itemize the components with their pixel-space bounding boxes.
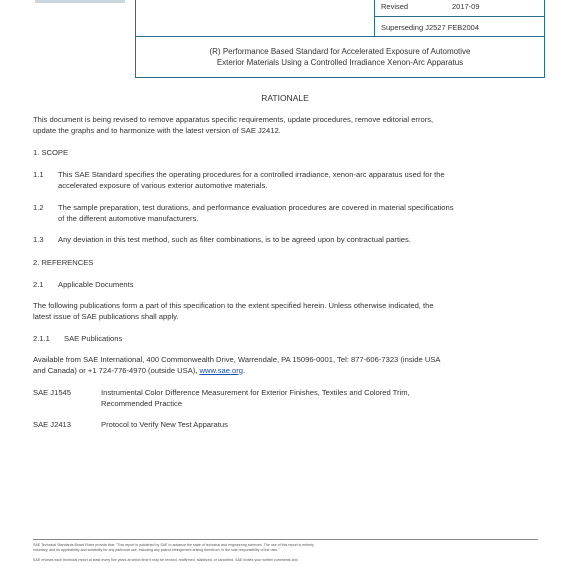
reference-1-title: [101, 388, 410, 409]
section-1-2-line-1: The sample preparation, test durations, and performance evaluation procedures are covered in material specifications: [58, 203, 454, 212]
rationale-paragraph: [33, 115, 433, 136]
section-1-3-text: Any deviation in this test method, such as filter combinations, is to be agreed upon by contractual parties.: [58, 235, 411, 244]
header-logo-cell: [135, 0, 375, 37]
header-meta-divider: [375, 16, 545, 17]
section-1-1-text: [58, 170, 445, 191]
revised-date: 2017-09: [452, 2, 480, 11]
reference-1-line-1: Instrumental Color Difference Measurement for Exterior Finishes, Textiles and Colored Trim,: [101, 388, 410, 397]
scope-heading: 1. SCOPE: [33, 148, 69, 157]
header-divider: [135, 36, 545, 37]
section-2-1-title: Applicable Documents: [58, 280, 134, 289]
footer-line-2: voluntary, and its applicability and suitability for any particular use, including any patent infringement arising therefrom, is the sole responsibility of the user.": [33, 548, 280, 552]
section-1-2-number: 1.2: [33, 203, 44, 212]
revised-label: Revised: [381, 2, 409, 11]
section-2-1-1-title: SAE Publications: [64, 334, 123, 343]
references-intro-line-2: latest issue of SAE publications shall apply.: [33, 311, 179, 321]
section-1-1-line-1: This SAE Standard specifies the operating procedures for a controlled irradiance, xenon-arc apparatus used for the: [58, 170, 445, 179]
availability-line-2: [33, 366, 440, 377]
section-1-3-number: 1.3: [33, 235, 44, 244]
reference-2-id: SAE J2413: [33, 420, 71, 429]
availability-line-2-text: and Canada) or +1 724-776-4970 (outside USA),: [33, 365, 200, 375]
rationale-heading: RATIONALE: [261, 93, 309, 103]
references-intro: [33, 301, 434, 322]
footer-line-1: SAE Technical Standards Board Rules provide that: "This report is published by SAE to advance the state of technical and engineering sciences. The use of this report is entirely: [33, 543, 314, 547]
footer-line-3: SAE reviews each technical report at least every five years at which time it may be revised, reaffirmed, stabilized, or cancelled. SAE invites your written comments and: [33, 558, 298, 562]
footer-divider: [33, 539, 538, 540]
section-2-1-number: 2.1: [33, 280, 44, 289]
logo-strip: [35, 0, 125, 3]
reference-1-line-2: Recommended Practice: [101, 398, 183, 408]
superseding-text: Superseding J2527 FEB2004: [381, 23, 479, 32]
reference-2-title: Protocol to Verify New Test Apparatus: [101, 420, 228, 429]
availability-line-1: Available from SAE International, 400 Commonwealth Drive, Warrendale, PA 15096-0001, Tel: 877-606-7323 (inside USA: [33, 355, 441, 364]
section-2-1-1-number: 2.1.1: [33, 334, 50, 343]
title-line-1: (R) Performance Based Standard for Accelerated Exposure of Automotive: [209, 47, 471, 56]
document-title: [140, 46, 540, 68]
availability-paragraph: [33, 355, 440, 376]
references-intro-line-1: The following publications form a part of this specification to the extent specified herein. Unless otherwise indicated, the: [33, 301, 434, 310]
rationale-line-2: update the graphs and to harmonize with the latest version of SAE J2412.: [33, 125, 281, 135]
section-1-2-line-2: of the different automotive manufacturers.: [58, 213, 199, 223]
section-1-1-line-2: accelerated exposure of various exterior automotive materials.: [58, 180, 268, 190]
section-1-2-text: [58, 203, 454, 224]
availability-line-2-end: .: [243, 365, 246, 375]
references-heading: 2. REFERENCES: [33, 258, 94, 267]
sae-website-link[interactable]: www.sae.org: [199, 365, 244, 375]
rationale-line-1: This document is being revised to remove apparatus specific requirements, update procedures, remove editorial errors,: [33, 115, 434, 124]
reference-1-id: SAE J1545: [33, 388, 71, 397]
section-1-1-number: 1.1: [33, 170, 44, 179]
title-line-2: Exterior Materials Using a Controlled Irradiance Xenon-Arc Apparatus: [216, 58, 464, 67]
